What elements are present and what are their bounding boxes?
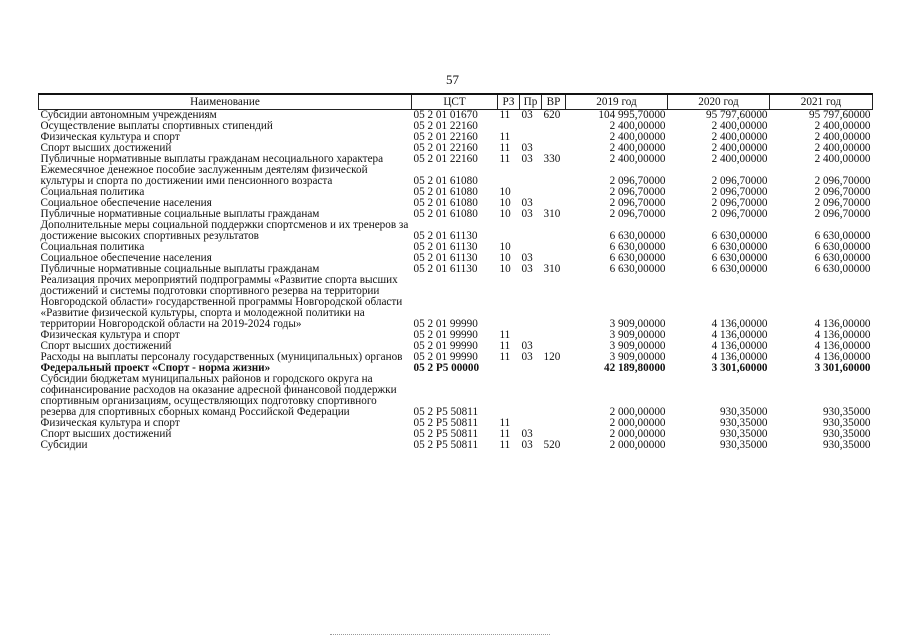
table-cell-vr xyxy=(542,418,566,429)
table-cell-name: Субсидии автономным учреждениям xyxy=(40,109,217,121)
table-cell-rz xyxy=(498,374,520,418)
header-pr: Пр xyxy=(520,94,542,110)
table-cell-cst: 05 2 01 61080 xyxy=(413,186,478,198)
table-cell-name: Осуществление выплаты спортивных стипендий xyxy=(40,120,273,132)
table-cell-name: Федеральный проект «Спорт - норма жизни» xyxy=(40,362,271,374)
table-cell-vr: 330 xyxy=(543,153,561,165)
table-cell-2021: 4 136,00000 xyxy=(814,329,871,341)
table-cell-name: Физическая культура и спорт xyxy=(40,131,180,143)
header-vr: ВР xyxy=(542,94,566,110)
table-cell-2021: 2 096,70000 xyxy=(814,175,871,187)
table-cell-cst: 05 2 P5 50811 xyxy=(413,439,479,451)
table-cell-rz: 11 xyxy=(499,142,511,154)
table-cell-2020: 2 096,70000 xyxy=(711,197,768,209)
table-cell-rz: 11 xyxy=(499,439,511,451)
scan-artifact-line xyxy=(330,634,550,636)
table-cell-cst: 05 2 P5 50811 xyxy=(413,417,479,429)
table-cell-name: Физическая культура и спорт xyxy=(40,329,180,341)
header-2020: 2020 год xyxy=(668,94,770,110)
table-cell-name: Дополнительные меры социальной поддержки спортсменов и их тренеров за достижение высоких спортивных результатов xyxy=(40,219,409,242)
table-cell-2020: 6 630,00000 xyxy=(711,263,768,275)
table-cell-2019: 3 909,00000 xyxy=(609,340,666,352)
table-cell-rz xyxy=(498,363,520,374)
table-cell-2021: 2 096,70000 xyxy=(814,208,871,220)
table-cell-2021: 3 301,60000 xyxy=(814,362,871,374)
table-cell-2021: 95 797,60000 xyxy=(808,109,871,121)
table-cell-vr xyxy=(542,187,566,198)
table-cell-2021: 2 096,70000 xyxy=(814,186,871,198)
table-cell-2020: 930,35000 xyxy=(719,417,768,429)
table-row xyxy=(39,374,873,418)
table-cell-2019: 42 189,80000 xyxy=(603,362,666,374)
table-cell-vr: 310 xyxy=(543,263,561,275)
table-cell-pr: 03 xyxy=(521,153,533,165)
table-cell-2020: 930,35000 xyxy=(719,439,768,451)
table-cell-cst: 05 2 01 99990 xyxy=(413,318,478,330)
table-cell-vr xyxy=(542,363,566,374)
table-cell-cst: 05 2 01 01670 xyxy=(413,109,478,121)
table-cell-vr xyxy=(542,121,566,132)
table-cell-2019: 2 400,00000 xyxy=(609,131,666,143)
table-cell-2021: 2 400,00000 xyxy=(814,120,871,132)
table-cell-2020: 6 630,00000 xyxy=(711,252,768,264)
table-cell-name: Социальная политика xyxy=(40,241,145,253)
table-cell-2019: 3 909,00000 xyxy=(609,351,666,363)
table-cell-2019: 3 909,00000 xyxy=(609,318,666,330)
page-number: 57 xyxy=(446,72,459,87)
table-cell-2020: 6 630,00000 xyxy=(711,241,768,253)
table-cell-2020: 3 301,60000 xyxy=(711,362,768,374)
table-cell-rz: 11 xyxy=(499,153,511,165)
table-cell-vr: 310 xyxy=(543,208,561,220)
table-cell-vr xyxy=(542,242,566,253)
table-cell-2019: 2 096,70000 xyxy=(609,175,666,187)
table-cell-pr: 03 xyxy=(521,428,533,440)
table-cell-2019: 6 630,00000 xyxy=(609,230,666,242)
table-cell-2020: 2 096,70000 xyxy=(711,186,768,198)
table-cell-rz: 11 xyxy=(499,428,511,440)
table-cell-cst: 05 2 01 22160 xyxy=(413,142,478,154)
table-cell-2020: 2 400,00000 xyxy=(711,120,768,132)
table-cell-2020: 4 136,00000 xyxy=(711,329,768,341)
table-cell-2021: 930,35000 xyxy=(822,439,871,451)
table-cell-name: Ежемесячное денежное пособие заслуженным деятелям физической культуры и спорта по достижении ими пенсионного возраста xyxy=(40,164,368,187)
table-cell-2021: 6 630,00000 xyxy=(814,252,871,264)
table-cell-name: Публичные нормативные социальные выплаты гражданам xyxy=(40,263,320,275)
table-cell-name: Реализация прочих мероприятий подпрограммы «Развитие спорта высших достижений и системы подготовки спортивного резерва на территории Новгородской области» государственной программы Новгородской области «Развитие физической культуры, спорта и молодежной политики на территории Новгородской области на 2019-2024 годы» xyxy=(40,274,403,330)
table-cell-name: Субсидии бюджетам муниципальных районов и городского округа на софинансирование расходов на оказание адресной финансовой поддержки спортивным организациям, осуществляющих подготовку спортивного резерва для спортивных сборных команд Российской Федерации xyxy=(40,373,397,418)
table-row xyxy=(39,275,873,330)
table-cell-2021: 4 136,00000 xyxy=(814,340,871,352)
header-name: Наименование xyxy=(39,94,412,110)
header-rz: РЗ xyxy=(498,94,520,110)
table-cell-rz: 11 xyxy=(499,351,511,363)
table-cell-rz: 10 xyxy=(499,252,511,264)
budget-table xyxy=(38,93,873,451)
table-cell-name: Социальное обеспечение населения xyxy=(40,197,212,209)
table-cell-2020: 2 400,00000 xyxy=(711,131,768,143)
table-cell-2019: 6 630,00000 xyxy=(609,241,666,253)
table-cell-pr xyxy=(520,121,542,132)
table-cell-cst: 05 2 P5 00000 xyxy=(413,362,480,374)
table-cell-2021: 4 136,00000 xyxy=(814,351,871,363)
header-2019: 2019 год xyxy=(566,94,668,110)
table-cell-pr: 03 xyxy=(521,340,533,352)
table-cell-2021: 2 400,00000 xyxy=(814,142,871,154)
table-cell-2020: 2 096,70000 xyxy=(711,175,768,187)
table-cell-name: Расходы на выплаты персоналу государственных (муниципальных) органов xyxy=(40,351,403,363)
table-cell-name: Субсидии xyxy=(40,439,88,451)
table-cell-2019: 6 630,00000 xyxy=(609,263,666,275)
table-cell-2021: 930,35000 xyxy=(822,428,871,440)
table-cell-2021: 930,35000 xyxy=(822,406,871,418)
table-cell-name: Социальная политика xyxy=(40,186,145,198)
table-cell-vr: 620 xyxy=(543,109,561,121)
table-cell-rz: 11 xyxy=(499,340,511,352)
table-cell-2019: 3 909,00000 xyxy=(609,329,666,341)
table-cell-vr xyxy=(542,132,566,143)
table-cell-2019: 2 096,70000 xyxy=(609,197,666,209)
table-cell-pr: 03 xyxy=(521,197,533,209)
table-cell-2019: 2 400,00000 xyxy=(609,153,666,165)
table-cell-2020: 4 136,00000 xyxy=(711,351,768,363)
table-cell-name: Спорт высших достижений xyxy=(40,340,172,352)
table-cell-2020: 95 797,60000 xyxy=(705,109,768,121)
table-cell-rz: 11 xyxy=(499,329,511,341)
table-cell-name: Публичные нормативные выплаты гражданам несоциального характера xyxy=(40,153,384,165)
table-row xyxy=(39,440,873,451)
table-cell-cst: 05 2 01 22160 xyxy=(413,120,478,132)
table-cell-cst: 05 2 01 99990 xyxy=(413,351,478,363)
table-cell-rz: 10 xyxy=(499,208,511,220)
table-cell-2020: 6 630,00000 xyxy=(711,230,768,242)
table-cell-name: Публичные нормативные социальные выплаты гражданам xyxy=(40,208,320,220)
table-cell-2020: 930,35000 xyxy=(719,406,768,418)
table-cell-2021: 2 400,00000 xyxy=(814,131,871,143)
table-cell-2020: 2 400,00000 xyxy=(711,153,768,165)
table-cell-2019: 2 000,00000 xyxy=(609,428,666,440)
table-cell-2019: 104 995,70000 xyxy=(598,109,666,121)
table-cell-pr: 03 xyxy=(521,142,533,154)
table-cell-rz xyxy=(498,220,520,242)
table-cell-cst: 05 2 01 99990 xyxy=(413,329,478,341)
table-cell-2020: 2 400,00000 xyxy=(711,142,768,154)
table-cell-rz: 10 xyxy=(499,241,511,253)
table-cell-cst: 05 2 01 61130 xyxy=(413,263,478,275)
table-cell-rz: 11 xyxy=(499,417,511,429)
header-cst: ЦСТ xyxy=(412,94,498,110)
table-cell-cst: 05 2 01 22160 xyxy=(413,131,478,143)
table-cell-name: Спорт высших достижений xyxy=(40,142,172,154)
header-2021: 2021 год xyxy=(770,94,873,110)
table-cell-vr xyxy=(542,330,566,341)
table-cell-pr: 03 xyxy=(521,439,533,451)
table-cell-rz: 10 xyxy=(499,263,511,275)
table-cell-2020: 2 096,70000 xyxy=(711,208,768,220)
table-cell-rz: 10 xyxy=(499,197,511,209)
table-cell-vr xyxy=(542,220,566,242)
table-cell-vr xyxy=(542,374,566,418)
table-cell-vr: 520 xyxy=(543,439,561,451)
table-cell-2019: 6 630,00000 xyxy=(609,252,666,264)
table-cell-2021: 930,35000 xyxy=(822,417,871,429)
table-cell-2020: 4 136,00000 xyxy=(711,318,768,330)
table-cell-vr xyxy=(542,275,566,330)
table-cell-rz xyxy=(498,165,520,187)
table-cell-pr: 03 xyxy=(521,208,533,220)
table-cell-rz: 11 xyxy=(499,131,511,143)
table-cell-2021: 6 630,00000 xyxy=(814,241,871,253)
table-cell-rz: 10 xyxy=(499,186,511,198)
table-cell-2019: 2 000,00000 xyxy=(609,417,666,429)
table-cell-2021: 6 630,00000 xyxy=(814,230,871,242)
table-row xyxy=(39,165,873,187)
table-body xyxy=(39,110,873,452)
table-cell-rz xyxy=(498,275,520,330)
table-cell-2021: 4 136,00000 xyxy=(814,318,871,330)
table-row xyxy=(39,220,873,242)
table-cell-cst: 05 2 01 61080 xyxy=(413,175,478,187)
table-cell-2021: 2 096,70000 xyxy=(814,197,871,209)
table-cell-2019: 2 000,00000 xyxy=(609,406,666,418)
table-cell-cst: 05 2 01 61130 xyxy=(413,230,478,242)
table-cell-vr: 120 xyxy=(543,351,561,363)
table-cell-pr: 03 xyxy=(521,252,533,264)
table-cell-pr xyxy=(520,374,542,418)
table-cell-cst: 05 2 01 61080 xyxy=(413,197,478,209)
table-cell-pr xyxy=(520,275,542,330)
table-cell-cst: 05 2 01 99990 xyxy=(413,340,478,352)
table-cell-cst: 05 2 01 61130 xyxy=(413,252,478,264)
table-cell-2019: 2 400,00000 xyxy=(609,142,666,154)
table-cell-cst: 05 2 01 61080 xyxy=(413,208,478,220)
table-cell-rz: 11 xyxy=(499,109,511,121)
table-cell-2019: 2 000,00000 xyxy=(609,439,666,451)
table-cell-cst: 05 2 01 22160 xyxy=(413,153,478,165)
table-cell-2021: 6 630,00000 xyxy=(814,263,871,275)
table-cell-cst: 05 2 P5 50811 xyxy=(413,428,479,440)
table-cell-name: Социальное обеспечение населения xyxy=(40,252,212,264)
table-cell-pr: 03 xyxy=(521,263,533,275)
table-header-row xyxy=(39,94,873,110)
table-cell-cst: 05 2 P5 50811 xyxy=(413,406,479,418)
table-cell-2021: 2 400,00000 xyxy=(814,153,871,165)
table-cell-pr: 03 xyxy=(521,351,533,363)
table-cell-2019: 2 096,70000 xyxy=(609,186,666,198)
table-cell-pr xyxy=(520,165,542,187)
table-cell-2020: 930,35000 xyxy=(719,428,768,440)
table-cell-2020: 4 136,00000 xyxy=(711,340,768,352)
table-cell-cst: 05 2 01 61130 xyxy=(413,241,478,253)
table-cell-name: Физическая культура и спорт xyxy=(40,417,180,429)
table-cell-pr: 03 xyxy=(521,109,533,121)
table-cell-2019: 2 400,00000 xyxy=(609,120,666,132)
table-cell-name: Спорт высших достижений xyxy=(40,428,172,440)
table-cell-pr xyxy=(520,363,542,374)
table-cell-pr xyxy=(520,220,542,242)
table-cell-vr xyxy=(542,165,566,187)
table-cell-2019: 2 096,70000 xyxy=(609,208,666,220)
